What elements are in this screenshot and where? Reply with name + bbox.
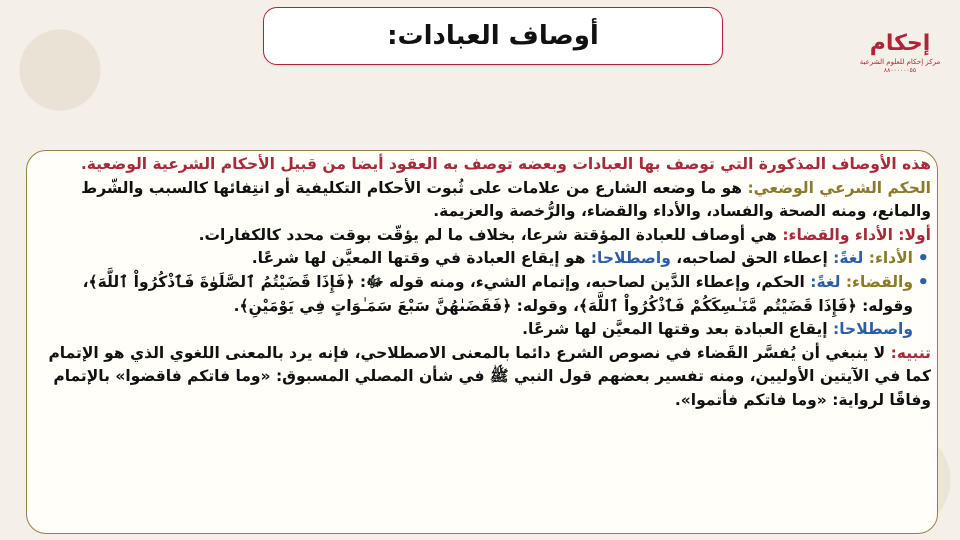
- points-list: [37, 247, 931, 341]
- definition-term: الحكم الشرعي الوضعي:: [747, 178, 931, 197]
- first-term: أولا: الأداء والقضاء:: [782, 225, 931, 244]
- definition-text: هو ما وضعه الشارع من علامات على ثُبوت الأحكام التكليفية أو انتِفائها كالسبب والشّرط والمانع، ومنه الصحة والفساد، والأداء والقضاء، والرُّخصة والعزيمة.: [81, 178, 931, 221]
- qada-text: الحكم، وإعطاء الدَّين لصاحبه، وإتمام الشيء، ومنه قوله ﷻ: ﴿فَإِذَا قَضَيْتُمُ ٱلصَّلَوٰةَ فَٱذْكُرُواْ ٱللَّهَ﴾، وقوله: ﴿فَإِذَا قَضَيْتُم مَّنَـٰسِكَكُمْ فَٱذْكُرُواْ ٱللَّهَ﴾، وقوله: ﴿فَقَضَىٰهُنَّ سَبْعَ سَمَـٰوَاتٍ فِي يَوْمَيْنِ﴾.: [82, 272, 913, 315]
- logo-subtitle-2: ٨٨٠٠٠٠٠٠٥٥: [883, 67, 917, 74]
- qada-istilah-label: واصطلاحا:: [833, 320, 913, 339]
- first-paragraph: [37, 224, 931, 248]
- logo-subtitle: مركز إحكام للعلوم الشرعية: [859, 58, 941, 66]
- list-item: [37, 318, 913, 342]
- list-item: [37, 271, 913, 318]
- qada-term: والقضاء:: [845, 272, 913, 291]
- intro-paragraph: [37, 153, 931, 177]
- ada-lugha-label: لغةً:: [833, 249, 869, 268]
- logo: [860, 26, 940, 92]
- qada-istilah-text: إيقاع العبادة بعد وقتها المعيَّن لها شرعًا.: [522, 320, 834, 339]
- ada-lugha-text: إعطاء الحق لصاحبه،: [676, 249, 834, 268]
- ada-term: الأداء:: [868, 249, 913, 268]
- slide-title: أوصاف العبادات:: [387, 21, 599, 51]
- title-box: [263, 7, 723, 65]
- content-box: [26, 150, 938, 534]
- logo-word: إحكام: [869, 31, 931, 56]
- qada-lugha-label: لغةً:: [810, 272, 846, 291]
- note-term: تنبيه:: [890, 343, 931, 362]
- note-paragraph: [37, 342, 931, 413]
- definition-paragraph: [37, 177, 931, 224]
- first-text: هي أوصاف للعبادة المؤقتة شرعا، بخلاف ما لم يؤقّت بوقت محدد كالكفارات.: [198, 225, 783, 244]
- intro-line-1: هذه الأوصاف المذكورة التي توصف بها العبادات وبعضه توصف به العقود أيضا من قبيل الأحكام: [220, 155, 931, 173]
- list-item: [37, 247, 913, 271]
- intro-line-2: الشرعية الوضعية.: [80, 155, 216, 173]
- note-text: لا ينبغي أن يُفسَّر القَضاء في نصوص الشرع دائما بالمعنى الاصطلاحي، فإنه يرد بالمعنى اللغوي الذي هو الإتمام كما في الآيتين الأوليين، ومنه تفسير بعضهم قول النبي ﷺ في شأن المصلي المسبوق: «وما فاتكم فاقضوا» بالإتمام وفاقًا لرواية: «وما فاتكم فأتموا».: [48, 343, 931, 409]
- ada-istilah-text: هو إيقاع العبادة في وقتها المعيَّن لها شرعًا.: [251, 249, 591, 268]
- ada-istilah-label: واصطلاحا:: [590, 249, 677, 268]
